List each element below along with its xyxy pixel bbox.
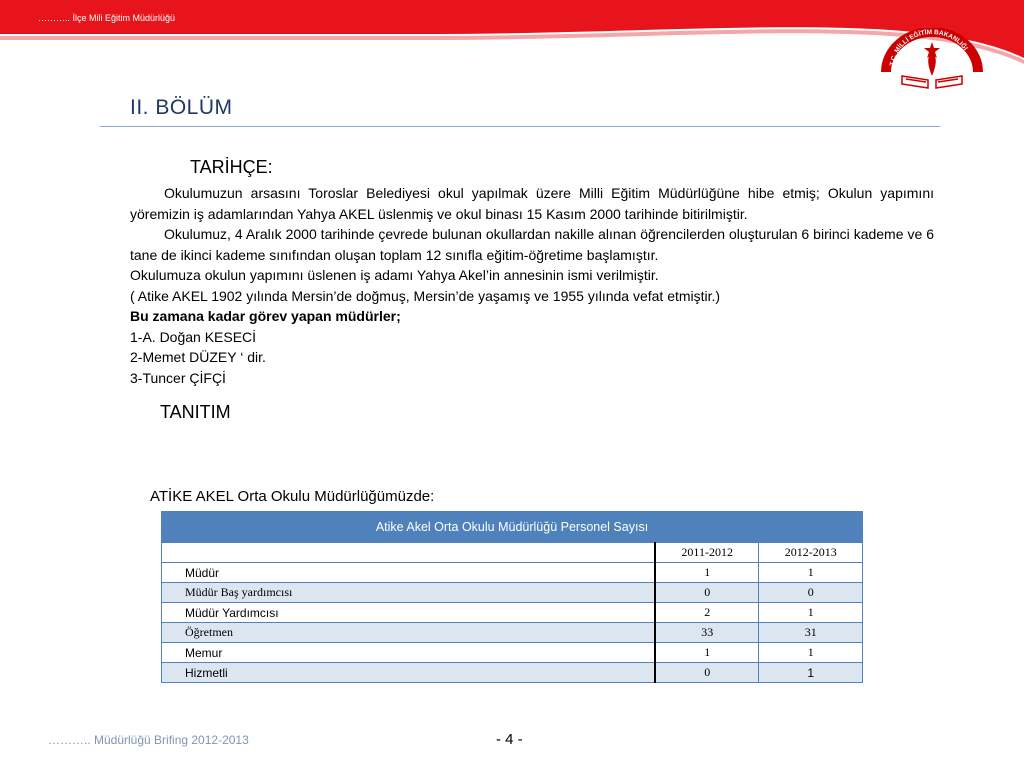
value-cell: 0 [655,663,759,683]
history-heading: TARİHÇE: [190,157,273,177]
role-cell: Öğretmen [162,623,655,643]
principal-item: 3-Tuncer ÇİFÇİ [130,369,226,386]
footer-text: ……….. Müdürlüğü Brifing 2012-2013 [48,733,249,747]
table-title-row [162,512,863,543]
table-header-year: 2011-2012 [655,543,759,563]
principals-heading: Bu zamana kadar görev yapan müdürler; [130,308,401,324]
principal-item: 2-Memet DÜZEY ‘ dir. [130,349,266,365]
role-cell: Müdür [162,563,655,583]
value-cell: 1 [759,663,863,683]
history-paragraph-4: ( Atike AKEL 1902 yılında Mersin’de doğmuş, Mersin’de yaşamış ve 1955 yılında vefat etmiştir.) [130,287,721,304]
table-title: Atike Akel Orta Okulu Müdürlüğü Personel Sayısı [162,512,863,543]
page-number: - 4 - [496,731,523,748]
value-cell: 1 [759,563,863,583]
value-cell: 31 [759,623,863,643]
intro-heading: TANITIM [160,402,231,422]
table-header-row [162,543,863,563]
history-body [130,183,934,388]
history-paragraph-2: Okulumuz, 4 Aralık 2000 tarihinde çevrede bulunan okullardan nakille alınan öğrencilerden oluşturulan 6 birinci kademe ve 6 tane de ikinci kademe sınıfından oluşan toplam 12 sınıfla eğitim-öğretime başlamıştır. [130,226,934,263]
table-row [162,583,863,603]
meb-logo [880,28,984,94]
role-cell: Memur [162,643,655,663]
table-row [162,623,863,643]
table-caption: ATİKE AKEL Orta Okulu Müdürlüğümüzde: [150,488,435,505]
role-cell: Müdür Yardımcısı [162,603,655,623]
svg-text:T.C. MİLLİ EĞİTİM BAKANLIĞI: T.C. MİLLİ EĞİTİM BAKANLIĞI [889,28,969,67]
table-row [162,603,863,623]
table-row [162,643,863,663]
history-paragraph-1: Okulumuzun arsasını Toroslar Belediyesi okul yapılmak üzere Milli Eğitim Müdürlüğüne hibe etmiş; Okulun yapımını yöremizin iş adamlarından Yahya AKEL üslenmiş ve okul binası 15 Kasım 2000 tarihinde bitirilmiştir. [130,185,934,222]
section-title: II. BÖLÜM [130,96,233,119]
value-cell: 1 [759,603,863,623]
value-cell: 1 [759,643,863,663]
value-cell: 33 [655,623,759,643]
value-cell: 1 [655,643,759,663]
value-cell: 1 [655,563,759,583]
value-cell: 2 [655,603,759,623]
principal-item: 1-A. Doğan KESECİ [130,328,257,345]
history-paragraph-3: Okulumuza okulun yapımını üslenen iş adamı Yahya Akel’in annesinin ismi verilmiştir. [130,267,659,283]
table-row [162,663,863,683]
role-cell: Hizmetli [162,663,655,683]
header-title: ……….. İlçe Mili Eğitim Müdürlüğü [38,13,176,23]
table-header-year: 2012-2013 [759,543,863,563]
value-cell: 0 [655,583,759,603]
table-row [162,563,863,583]
staff-table [161,511,863,683]
role-cell: Müdür Baş yardımcısı [162,583,655,603]
table-header-empty [162,543,655,563]
value-cell: 0 [759,583,863,603]
section-divider [100,126,940,127]
